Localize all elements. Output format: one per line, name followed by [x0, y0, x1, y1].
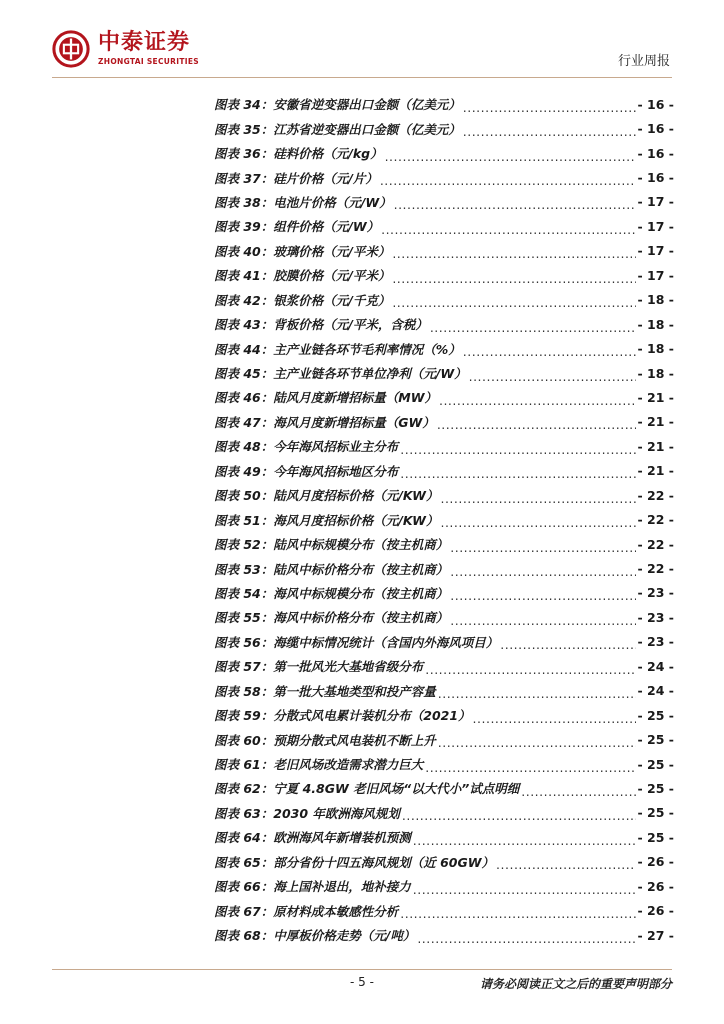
toc-entry-title: 胶膜价格（元/平米） — [273, 268, 391, 284]
toc-dot-leader — [463, 344, 636, 359]
toc-entry-page: - 18 - — [637, 365, 674, 381]
toc-entry-label: 图表 39： — [214, 219, 274, 235]
toc-entry-page: - 26 - — [637, 903, 674, 919]
toc-entry-title: 安徽省逆变器出口金额（亿美元） — [273, 97, 461, 113]
toc-entry-title: 组件价格（元/W） — [273, 219, 380, 235]
toc-dot-leader — [450, 588, 635, 603]
header-divider — [52, 77, 672, 78]
toc-entry-title: 陆风中标规模分布（按主机商） — [273, 537, 449, 553]
toc-entry[interactable] — [214, 434, 674, 458]
toc-dot-leader — [413, 833, 636, 848]
toc-dot-leader — [400, 442, 635, 457]
toc-entry-label: 图表 60： — [214, 732, 274, 748]
toc-dot-leader — [392, 271, 635, 286]
toc-entry-page: - 16 - — [637, 145, 674, 161]
toc-entry-page: - 27 - — [637, 927, 674, 943]
toc-entry-title: 今年海风招标业主分布 — [273, 439, 399, 455]
toc-entry-label: 图表 42： — [214, 292, 274, 308]
toc-entry[interactable] — [214, 923, 674, 947]
toc-entry-title: 陆风月度招标价格（元/KW） — [273, 488, 439, 504]
toc-entry[interactable] — [214, 850, 674, 874]
toc-entry[interactable] — [214, 459, 674, 483]
toc-entry[interactable] — [214, 581, 674, 605]
toc-entry-page: - 23 - — [637, 585, 674, 601]
toc-entry[interactable] — [214, 361, 674, 385]
toc-entry-page: - 23 - — [637, 634, 674, 650]
toc-entry-label: 图表 67： — [214, 903, 274, 919]
toc-entry-page: - 25 - — [637, 805, 674, 821]
toc-dot-leader — [440, 515, 635, 530]
company-logo — [52, 28, 199, 70]
toc-entry-label: 图表 66： — [214, 879, 274, 895]
toc-dot-leader — [402, 808, 636, 823]
toc-entry[interactable] — [214, 630, 674, 654]
toc-entry-title: 海风中标价格分布（按主机商） — [273, 610, 449, 626]
toc-dot-leader — [450, 540, 635, 555]
toc-entry-page: - 17 - — [637, 243, 674, 259]
toc-entry-page: - 23 - — [637, 609, 674, 625]
toc-entry-page: - 22 - — [637, 487, 674, 503]
toc-entry-page: - 22 - — [637, 512, 674, 528]
toc-entry-label: 图表 46： — [214, 390, 274, 406]
toc-entry-page: - 17 - — [637, 267, 674, 283]
toc-entry-label: 图表 40： — [214, 243, 274, 259]
toc-dot-leader — [400, 906, 635, 921]
toc-dot-leader — [380, 173, 636, 188]
toc-entry-label: 图表 36： — [214, 146, 274, 162]
toc-entry[interactable] — [214, 92, 674, 116]
toc-entry[interactable] — [214, 703, 674, 727]
toc-entry-label: 图表 65： — [214, 854, 274, 870]
toc-dot-leader — [450, 564, 635, 579]
toc-entry-label: 图表 61： — [214, 757, 274, 773]
toc-entry-page: - 24 - — [637, 683, 674, 699]
toc-entry[interactable] — [214, 727, 674, 751]
toc-entry-label: 图表 50： — [214, 488, 274, 504]
toc-entry-label: 图表 58： — [214, 683, 274, 699]
toc-dot-leader — [413, 882, 636, 897]
toc-entry-label: 图表 52： — [214, 537, 274, 553]
toc-entry-title: 海缆中标情况统计（含国内外海风项目） — [273, 634, 499, 650]
toc-entry-title: 宁夏 4.8GW 老旧风场“以大代小”试点明细 — [273, 781, 520, 797]
toc-entry[interactable] — [214, 679, 674, 703]
toc-entry-label: 图表 48： — [214, 439, 274, 455]
toc-entry-label: 图表 54： — [214, 585, 274, 601]
toc-entry-title: 背板价格（元/平米，含税） — [273, 317, 428, 333]
toc-dot-leader — [385, 149, 636, 164]
toc-entry[interactable] — [214, 801, 674, 825]
toc-entry-label: 图表 43： — [214, 317, 274, 333]
toc-dot-leader — [450, 613, 635, 628]
toc-entry[interactable] — [214, 263, 674, 287]
toc-dot-leader — [430, 320, 636, 335]
toc-entry-label: 图表 59： — [214, 708, 274, 724]
toc-entry-page: - 25 - — [637, 756, 674, 772]
toc-entry-page: - 25 - — [637, 780, 674, 796]
toc-entry-label: 图表 45： — [214, 366, 274, 382]
toc-entry-label: 图表 57： — [214, 659, 274, 675]
toc-dot-leader — [463, 100, 636, 115]
toc-entry-title: 第一批大基地类型和投产容量 — [273, 683, 436, 699]
zhongtai-logo-icon — [52, 30, 90, 68]
toc-entry-title: 电池片价格（元/W） — [273, 194, 392, 210]
toc-entry-title: 硅片价格（元/片） — [273, 170, 378, 186]
toc-entry-page: - 21 - — [637, 438, 674, 454]
toc-dot-leader — [469, 369, 636, 384]
toc-entry-title: 2030 年欧洲海风规划 — [273, 805, 400, 821]
toc-entry-page: - 22 - — [637, 561, 674, 577]
report-type: 行业周报 — [617, 54, 670, 69]
toc-dot-leader — [437, 417, 636, 432]
toc-entry[interactable] — [214, 654, 674, 678]
toc-entry[interactable] — [214, 825, 674, 849]
toc-entry-page: - 26 - — [637, 854, 674, 870]
toc-entry[interactable] — [214, 385, 674, 409]
toc-entry-page: - 18 - — [637, 341, 674, 357]
toc-entry-page: - 16 - — [637, 96, 674, 112]
toc-dot-leader — [439, 393, 636, 408]
table-of-figures — [214, 92, 674, 947]
toc-entry-page: - 16 - — [637, 170, 674, 186]
toc-dot-leader — [496, 857, 635, 872]
toc-entry-title: 中厚板价格走势（元/吨） — [273, 928, 416, 944]
toc-entry-title: 银浆价格（元/千克） — [273, 292, 391, 308]
toc-entry[interactable] — [214, 312, 674, 336]
toc-entry[interactable] — [214, 190, 674, 214]
disclaimer: 请务必阅读正文之后的重要声明部分 — [479, 977, 672, 991]
toc-entry-title: 陆风中标价格分布（按主机商） — [273, 561, 449, 577]
company-name-en: ZHONGTAI SECURITIES — [98, 57, 199, 66]
toc-entry-page: - 21 - — [637, 389, 674, 405]
toc-entry-title: 玻璃价格（元/平米） — [273, 243, 391, 259]
toc-dot-leader — [425, 760, 635, 775]
toc-entry-title: 分散式风电累计装机分布（2021） — [273, 708, 471, 724]
page-number: - 5 - — [350, 975, 374, 989]
toc-entry-page: - 22 - — [637, 536, 674, 552]
toc-entry-page: - 17 - — [637, 194, 674, 210]
toc-entry[interactable] — [214, 214, 674, 238]
toc-entry-page: - 17 - — [637, 218, 674, 234]
toc-entry-title: 老旧风场改造需求潜力巨大 — [273, 757, 424, 773]
toc-dot-leader — [392, 295, 635, 310]
toc-entry[interactable] — [214, 776, 674, 800]
toc-entry-title: 主产业链各环节单位净利（元/W） — [273, 366, 467, 382]
toc-dot-leader — [521, 784, 635, 799]
toc-entry-label: 图表 53： — [214, 561, 274, 577]
toc-entry-title: 原材料成本敏感性分析 — [273, 903, 399, 919]
page-header — [0, 0, 724, 82]
toc-entry-title: 欧洲海风年新增装机预测 — [273, 830, 411, 846]
toc-entry-page: - 25 - — [637, 829, 674, 845]
toc-entry-label: 图表 34： — [214, 97, 274, 113]
toc-dot-leader — [500, 637, 635, 652]
toc-entry-label: 图表 37： — [214, 170, 274, 186]
toc-entry-label: 图表 64： — [214, 830, 274, 846]
toc-entry-title: 海风中标规模分布（按主机商） — [273, 585, 449, 601]
toc-entry[interactable] — [214, 288, 674, 312]
toc-dot-leader — [400, 466, 635, 481]
toc-entry-label: 图表 63： — [214, 805, 274, 821]
toc-entry-label: 图表 62： — [214, 781, 274, 797]
toc-entry-page: - 24 - — [637, 658, 674, 674]
toc-entry-page: - 25 - — [637, 732, 674, 748]
toc-dot-leader — [440, 491, 635, 506]
toc-entry[interactable] — [214, 556, 674, 580]
toc-dot-leader — [392, 246, 635, 261]
toc-entry-title: 海风月度招标价格（元/KW） — [273, 512, 439, 528]
toc-entry-title: 陆风月度新增招标量（MW） — [273, 390, 437, 406]
toc-entry[interactable] — [214, 483, 674, 507]
toc-entry-label: 图表 51： — [214, 512, 274, 528]
toc-dot-leader — [417, 931, 635, 946]
toc-entry[interactable] — [214, 141, 674, 165]
toc-entry-label: 图表 68： — [214, 928, 274, 944]
toc-entry[interactable] — [214, 410, 674, 434]
toc-entry[interactable] — [214, 605, 674, 629]
toc-entry-title: 预期分散式风电装机不断上升 — [273, 732, 436, 748]
toc-dot-leader — [473, 711, 636, 726]
toc-entry-title: 海风月度新增招标量（GW） — [273, 414, 435, 430]
toc-dot-leader — [438, 686, 636, 701]
toc-entry-page: - 25 - — [637, 707, 674, 723]
toc-entry-title: 第一批风光大基地省级分布 — [273, 659, 424, 675]
toc-dot-leader — [394, 197, 636, 212]
toc-entry-label: 图表 44： — [214, 341, 274, 357]
toc-entry-title: 硅料价格（元/kg） — [273, 146, 383, 162]
toc-entry-page: - 21 - — [637, 463, 674, 479]
toc-entry-label: 图表 47： — [214, 414, 274, 430]
toc-entry-page: - 16 - — [637, 121, 674, 137]
toc-entry-page: - 26 - — [637, 878, 674, 894]
toc-entry[interactable] — [214, 336, 674, 360]
toc-entry-label: 图表 49： — [214, 463, 274, 479]
toc-entry[interactable] — [214, 874, 674, 898]
footer-divider — [52, 969, 672, 970]
toc-entry[interactable] — [214, 532, 674, 556]
toc-entry-page: - 18 - — [637, 316, 674, 332]
toc-entry-title: 江苏省逆变器出口金额（亿美元） — [273, 121, 461, 137]
toc-entry-label: 图表 38： — [214, 194, 274, 210]
toc-entry[interactable] — [214, 165, 674, 189]
toc-entry[interactable] — [214, 898, 674, 922]
toc-entry-title: 主产业链各环节毛利率情况（%） — [273, 341, 461, 357]
company-name-cn: 中泰证券 — [98, 30, 191, 55]
toc-entry[interactable] — [214, 239, 674, 263]
toc-dot-leader — [438, 735, 636, 750]
toc-entry[interactable] — [214, 752, 674, 776]
toc-entry-title: 今年海风招标地区分布 — [273, 463, 399, 479]
toc-entry-label: 图表 41： — [214, 268, 274, 284]
toc-entry-label: 图表 55： — [214, 610, 274, 626]
toc-entry[interactable] — [214, 507, 674, 531]
toc-entry[interactable] — [214, 116, 674, 140]
toc-entry-page: - 21 - — [637, 414, 674, 430]
toc-entry-label: 图表 35： — [214, 121, 274, 137]
toc-dot-leader — [425, 662, 635, 677]
toc-entry-label: 图表 56： — [214, 634, 274, 650]
toc-dot-leader — [463, 124, 636, 139]
toc-entry-page: - 18 - — [637, 292, 674, 308]
toc-entry-title: 海上国补退出，地补接力 — [273, 879, 411, 895]
toc-dot-leader — [381, 222, 635, 237]
toc-entry-title: 部分省份十四五海风规划（近 60GW） — [273, 854, 495, 870]
